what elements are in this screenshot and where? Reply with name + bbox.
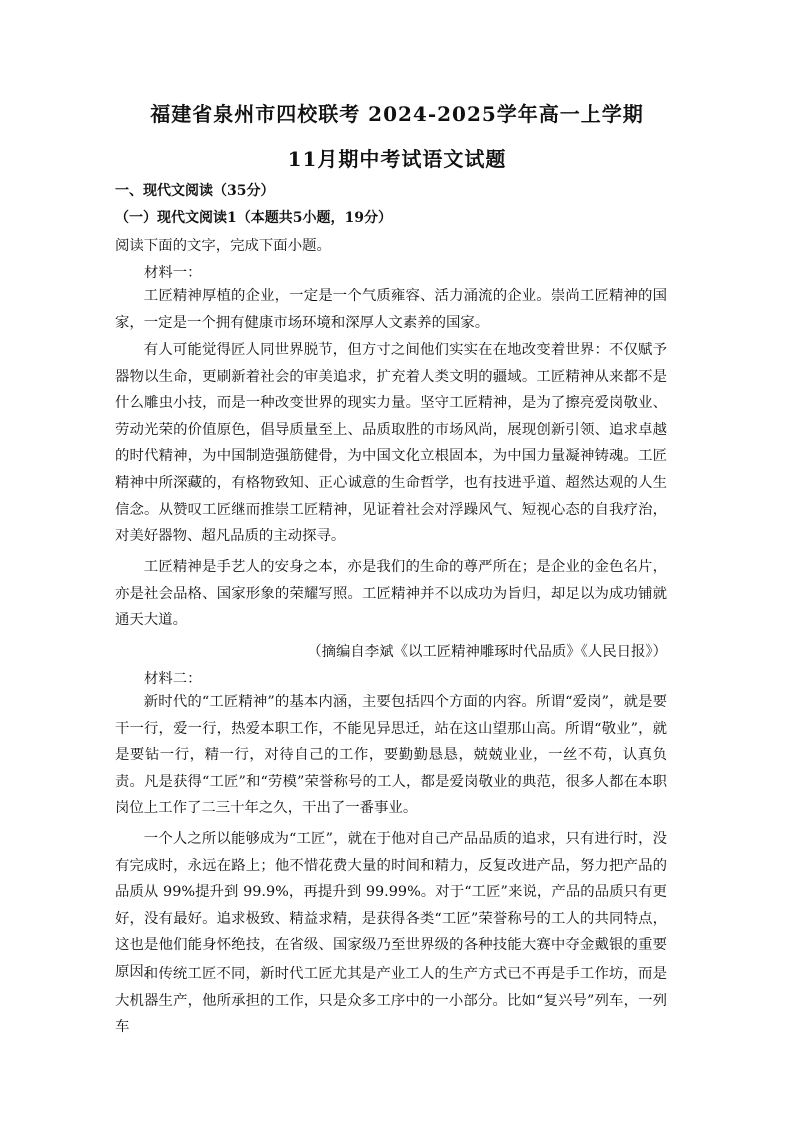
material2-paragraph-3: 和传统工匠不同，新时代工匠尤其是产业工人的生产方式已不再是手工作坊，而是大机器生产，他所承担的工作，只是众多工序中的一小部分。比如“复兴号”列车，一列车 [115, 966, 667, 1036]
material2-paragraph-1: 新时代的“工匠精神”的基本内涵，主要包括四个方面的内容。所谓“爱岗”，就是要干一行，爱一行，热爱本职工作，不能见异思迁，站在这山望那山高。所谓“敬业”，就是要钻一行，精一行，对待自己的工作，要勤勤恳恳，兢兢业业，一丝不苟，认真负责。凡是获得“工匠”和“劳模”荣誉称号的工人，都是爱岗敬业的典范，很多人都在本职岗位上工作了二三十年之久，干出了一番事业。 [115, 694, 667, 817]
document-title-line2: 11月期中考试语文试题 [287, 147, 507, 171]
section-heading: 一、现代文阅读（35分） [115, 183, 275, 199]
material2-paragraph-2: 一个人之所以能够成为“工匠”，就在于他对自己产品品质的追求，只有进行时，没有完成时，永远在路上；他不惜花费大量的时间和精力，反复改进产品，努力把产品的品质从 99%提升到 99.9%，再提升到 99.99%。对于“工匠”来说，产品的品质只有更好，没有最好。追求极致、精益求精，是获得各类“工匠”荣誉称号的工人的共同特点，这也是他们能身怀绝技，在省级、国家级乃至世界级的各种技能大赛中夺金戴银的重要原因。 [115, 831, 667, 980]
document-title-line1: 福建省泉州市四校联考 2024-2025学年高一上学期 [150, 102, 644, 126]
material1-paragraph-2: 有人可能觉得匠人同世界脱节，但方寸之间他们实实在在地改变着世界：不仅赋予器物以生命，更刷新着社会的审美追求，扩充着人类文明的疆域。工匠精神从来都不是什么雕虫小技，而是一种改变世界的现实力量。坚守工匠精神，是为了擦亮爱岗敬业、劳动光荣的价值原色，倡导质量至上、品质取胜的市场风尚，展现创新引领、追求卓越的时代精神，为中国制造强筋健骨，为中国文化立根固本，为中国力量凝神铸魂。工匠精神中所深藏的，有格物致知、正心诚意的生命哲学，也有技进乎道、超然达观的人生信念。从赞叹工匠继而推崇工匠精神，见证着社会对浮躁风气、短视心态的自我疗治，对美好器物、超凡品质的主动探寻。 [115, 342, 667, 545]
material2-label: 材料二： [144, 671, 202, 687]
material1-paragraph-3: 工匠精神是手艺人的安身之本，亦是我们的生命的尊严所在；是企业的金色名片，亦是社会品格、国家形象的荣耀写照。工匠精神并不以成功为旨归，却足以为成功铺就通天大道。 [115, 559, 667, 629]
material1-source: （摘编自李斌《以工匠精神雕琢时代品质》《人民日报》） [307, 644, 667, 660]
instruction-text: 阅读下面的文字，完成下面小题。 [115, 238, 331, 254]
material1-paragraph-1: 工匠精神厚植的企业，一定是一个气质雍容、活力涌流的企业。崇尚工匠精神的国家，一定是一个拥有健康市场环境和深厚人文素养的国家。 [115, 288, 667, 331]
subsection-heading: （一）现代文阅读1（本题共5小题，19分） [115, 210, 392, 226]
material1-label: 材料一： [144, 265, 202, 281]
